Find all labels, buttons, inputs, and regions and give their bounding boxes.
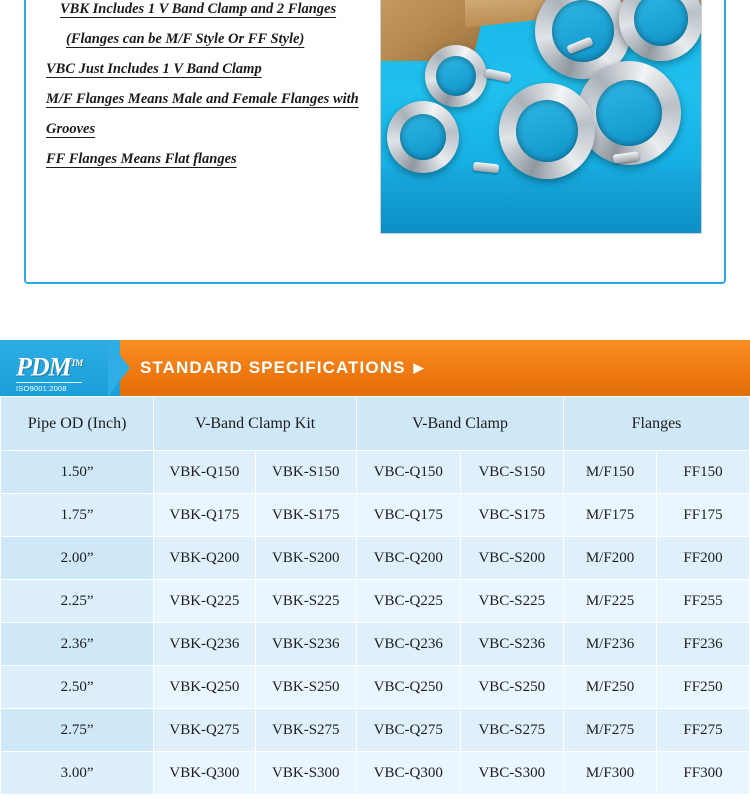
cell-kit-q: VBK-Q200: [154, 537, 255, 580]
cell-clamp-q: VBC-Q175: [357, 494, 461, 537]
cell-pipe-od: 3.00”: [1, 752, 154, 795]
cell-flange-ff: FF150: [657, 451, 750, 494]
cell-kit-q: VBK-Q236: [154, 623, 255, 666]
cell-clamp-s: VBC-S275: [460, 709, 564, 752]
cell-kit-s: VBK-S250: [255, 666, 356, 709]
note-item: VBC Just Includes 1 V Band Clamp: [46, 61, 262, 77]
cell-clamp-q: VBC-Q225: [357, 580, 461, 623]
cell-pipe-od: 2.50”: [1, 666, 154, 709]
table-row: [1, 580, 750, 623]
clamp-ring: [577, 61, 681, 165]
cell-clamp-s: VBC-S300: [460, 752, 564, 795]
cell-clamp-s: VBC-S200: [460, 537, 564, 580]
iso-certification-label: ISO9001:2008: [16, 382, 82, 393]
cell-clamp-q: VBC-Q250: [357, 666, 461, 709]
specifications-table: [0, 396, 750, 795]
cell-pipe-od: 1.75”: [1, 494, 154, 537]
cell-pipe-od: 1.50”: [1, 451, 154, 494]
trademark-icon: TM: [70, 358, 83, 368]
cell-flange-ff: FF236: [657, 623, 750, 666]
cell-kit-q: VBK-Q300: [154, 752, 255, 795]
cell-kit-s: VBK-S225: [255, 580, 356, 623]
cell-clamp-q: VBC-Q236: [357, 623, 461, 666]
banner-wedge-icon: [108, 340, 130, 396]
cell-flange-mf: M/F275: [564, 709, 657, 752]
table-header-row: [1, 397, 750, 451]
logo-wordmark: [16, 350, 82, 381]
cell-clamp-s: VBC-S175: [460, 494, 564, 537]
cell-flange-mf: M/F300: [564, 752, 657, 795]
cell-clamp-q: VBC-Q150: [357, 451, 461, 494]
cell-kit-q: VBK-Q250: [154, 666, 255, 709]
cell-clamp-q: VBC-Q200: [357, 537, 461, 580]
cell-flange-ff: FF200: [657, 537, 750, 580]
note-item: FF Flanges Means Flat flanges: [46, 151, 237, 167]
cell-kit-s: VBK-S200: [255, 537, 356, 580]
column-header-flanges: Flanges: [564, 397, 750, 451]
cell-kit-s: VBK-S150: [255, 451, 356, 494]
note-item: VBK Includes 1 V Band Clamp and 2 Flanges (Flanges can be M/F Style Or FF Style): [60, 1, 337, 47]
cell-flange-ff: FF250: [657, 666, 750, 709]
notes-list: [46, 0, 391, 174]
v-band-clamps-photo: [380, 0, 702, 234]
cell-kit-s: VBK-S275: [255, 709, 356, 752]
cell-kit-q: VBK-Q175: [154, 494, 255, 537]
cell-kit-q: VBK-Q150: [154, 451, 255, 494]
cell-clamp-s: VBC-S225: [460, 580, 564, 623]
cell-pipe-od: 2.25”: [1, 580, 154, 623]
clamp-ring: [425, 45, 487, 107]
banner-title-text: STANDARD SPECIFICATIONS: [140, 358, 406, 377]
note-item: M/F Flanges Means Male and Female Flanges with Grooves: [46, 91, 359, 137]
banner-title: [140, 340, 425, 396]
column-header-vband-clamp-kit: V-Band Clamp Kit: [154, 397, 357, 451]
notes-panel: [24, 0, 726, 284]
table-header: [1, 397, 750, 451]
clamp-ring: [499, 83, 595, 179]
cell-clamp-s: VBC-S250: [460, 666, 564, 709]
table-row: [1, 494, 750, 537]
table-row: [1, 451, 750, 494]
cell-clamp-s: VBC-S150: [460, 451, 564, 494]
table-row: [1, 752, 750, 795]
cell-clamp-q: VBC-Q300: [357, 752, 461, 795]
cell-flange-ff: FF175: [657, 494, 750, 537]
clamp-bolt: [484, 68, 511, 82]
cell-kit-s: VBK-S175: [255, 494, 356, 537]
standard-specifications-banner: [0, 340, 750, 396]
cell-kit-s: VBK-S236: [255, 623, 356, 666]
cell-flange-mf: M/F175: [564, 494, 657, 537]
logo-text: PDM: [16, 352, 71, 382]
clamp-ring: [619, 0, 702, 61]
cell-flange-mf: M/F250: [564, 666, 657, 709]
cell-flange-mf: M/F236: [564, 623, 657, 666]
clamp-ring: [387, 101, 459, 173]
cell-flange-ff: FF275: [657, 709, 750, 752]
cell-kit-q: VBK-Q225: [154, 580, 255, 623]
cell-flange-mf: M/F150: [564, 451, 657, 494]
cell-flange-mf: M/F225: [564, 580, 657, 623]
cell-kit-q: VBK-Q275: [154, 709, 255, 752]
table-row: [1, 666, 750, 709]
cell-flange-ff: FF255: [657, 580, 750, 623]
column-header-pipe-od: Pipe OD (Inch): [1, 397, 154, 451]
cell-pipe-od: 2.75”: [1, 709, 154, 752]
brand-logo: [16, 350, 82, 393]
table-row: [1, 623, 750, 666]
cell-clamp-q: VBC-Q275: [357, 709, 461, 752]
cell-clamp-s: VBC-S236: [460, 623, 564, 666]
cell-pipe-od: 2.00”: [1, 537, 154, 580]
cell-pipe-od: 2.36”: [1, 623, 154, 666]
cell-flange-ff: FF300: [657, 752, 750, 795]
table-body: [1, 451, 750, 795]
arrow-right-icon: ▶: [413, 360, 425, 375]
column-header-vband-clamp: V-Band Clamp: [357, 397, 564, 451]
table-row: [1, 709, 750, 752]
table-row: [1, 537, 750, 580]
cell-kit-s: VBK-S300: [255, 752, 356, 795]
cell-flange-mf: M/F200: [564, 537, 657, 580]
